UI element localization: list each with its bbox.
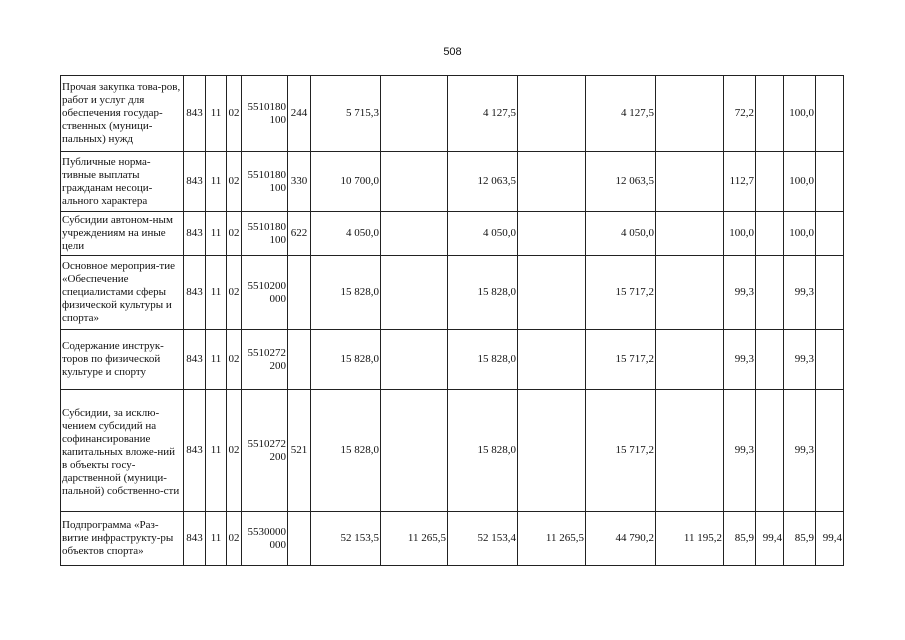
- cell-csr: 5510272 200: [242, 330, 288, 390]
- cell-csr: 5510200 000: [242, 256, 288, 330]
- row-name: Содержание инструк-торов по физической культуре и спорту: [61, 330, 184, 390]
- cell-v4: [518, 76, 586, 152]
- cell-pr: 02: [227, 76, 242, 152]
- cell-v7: 99,3: [724, 256, 756, 330]
- cell-v8: [756, 76, 784, 152]
- cell-rz: 11: [206, 512, 227, 566]
- cell-v8: 99,4: [756, 512, 784, 566]
- cell-csr: 5510180 100: [242, 152, 288, 212]
- cell-v7: 112,7: [724, 152, 756, 212]
- cell-vr: [288, 512, 311, 566]
- cell-v1: 5 715,3: [311, 76, 381, 152]
- cell-ved: 843: [184, 212, 206, 256]
- cell-v1: 52 153,5: [311, 512, 381, 566]
- cell-v6: [656, 390, 724, 512]
- cell-csr: 5510272 200: [242, 390, 288, 512]
- cell-csr: 5510180 100: [242, 76, 288, 152]
- cell-v6: [656, 256, 724, 330]
- cell-v10: [816, 256, 844, 330]
- cell-v2: [381, 390, 448, 512]
- cell-v7: 72,2: [724, 76, 756, 152]
- cell-v5: 15 717,2: [586, 330, 656, 390]
- cell-v1: 10 700,0: [311, 152, 381, 212]
- cell-v1: 15 828,0: [311, 330, 381, 390]
- cell-pr: 02: [227, 512, 242, 566]
- cell-v8: [756, 152, 784, 212]
- cell-v9: 99,3: [784, 256, 816, 330]
- cell-v9: 85,9: [784, 512, 816, 566]
- cell-v8: [756, 390, 784, 512]
- cell-v2: [381, 76, 448, 152]
- cell-v5: 4 127,5: [586, 76, 656, 152]
- cell-v9: 100,0: [784, 212, 816, 256]
- cell-pr: 02: [227, 256, 242, 330]
- cell-v7: 85,9: [724, 512, 756, 566]
- cell-v4: [518, 256, 586, 330]
- cell-rz: 11: [206, 76, 227, 152]
- cell-v4: [518, 212, 586, 256]
- cell-v2: [381, 212, 448, 256]
- cell-v5: 44 790,2: [586, 512, 656, 566]
- cell-csr: 5510180 100: [242, 212, 288, 256]
- row-name: Подпрограмма «Раз-витие инфраструкту-ры объектов спорта»: [61, 512, 184, 566]
- cell-v5: 12 063,5: [586, 152, 656, 212]
- cell-rz: 11: [206, 212, 227, 256]
- cell-v3: 4 127,5: [448, 76, 518, 152]
- cell-v5: 15 717,2: [586, 256, 656, 330]
- cell-vr: 521: [288, 390, 311, 512]
- cell-v10: [816, 76, 844, 152]
- cell-ved: 843: [184, 512, 206, 566]
- cell-vr: [288, 330, 311, 390]
- table-row: [61, 256, 844, 330]
- cell-vr: 330: [288, 152, 311, 212]
- table-body: [61, 76, 844, 566]
- cell-ved: 843: [184, 390, 206, 512]
- budget-execution-table: [60, 75, 844, 566]
- cell-rz: 11: [206, 256, 227, 330]
- cell-v1: 15 828,0: [311, 256, 381, 330]
- cell-v1: 15 828,0: [311, 390, 381, 512]
- cell-v4: [518, 152, 586, 212]
- cell-ved: 843: [184, 76, 206, 152]
- cell-v10: [816, 390, 844, 512]
- cell-v10: [816, 330, 844, 390]
- cell-v1: 4 050,0: [311, 212, 381, 256]
- table-row: [61, 152, 844, 212]
- cell-v4: [518, 390, 586, 512]
- cell-ved: 843: [184, 330, 206, 390]
- row-name: Субсидии автоном-ным учреждениям на иные цели: [61, 212, 184, 256]
- row-name: Прочая закупка това-ров, работ и услуг для обеспечения государ-ственных (муници-пальных) нужд: [61, 76, 184, 152]
- cell-rz: 11: [206, 330, 227, 390]
- cell-pr: 02: [227, 152, 242, 212]
- cell-v4: 11 265,5: [518, 512, 586, 566]
- row-name: Субсидии, за исклю-чением субсидий на софинансирование капитальных вложе-ний в объекты госу-дарственной (муници-пальной) собственно-сти: [61, 390, 184, 512]
- cell-v7: 99,3: [724, 330, 756, 390]
- cell-v9: 100,0: [784, 152, 816, 212]
- cell-v3: 15 828,0: [448, 390, 518, 512]
- cell-v3: 15 828,0: [448, 256, 518, 330]
- cell-v2: 11 265,5: [381, 512, 448, 566]
- cell-csr: 5530000 000: [242, 512, 288, 566]
- cell-v9: 99,3: [784, 390, 816, 512]
- cell-pr: 02: [227, 212, 242, 256]
- cell-v8: [756, 256, 784, 330]
- cell-v3: 52 153,4: [448, 512, 518, 566]
- cell-v3: 15 828,0: [448, 330, 518, 390]
- table-row: [61, 330, 844, 390]
- table-row: [61, 76, 844, 152]
- cell-v8: [756, 212, 784, 256]
- cell-vr: [288, 256, 311, 330]
- cell-v5: 15 717,2: [586, 390, 656, 512]
- cell-v2: [381, 256, 448, 330]
- cell-rz: 11: [206, 152, 227, 212]
- cell-ved: 843: [184, 256, 206, 330]
- cell-v9: 100,0: [784, 76, 816, 152]
- table-row: [61, 390, 844, 512]
- cell-v10: [816, 212, 844, 256]
- cell-v10: 99,4: [816, 512, 844, 566]
- table-row: [61, 512, 844, 566]
- cell-v6: 11 195,2: [656, 512, 724, 566]
- row-name: Основное мероприя-тие «Обеспечение специалистами сферы физической культуры и спорта»: [61, 256, 184, 330]
- cell-v6: [656, 212, 724, 256]
- row-name: Публичные норма-тивные выплаты гражданам несоци-ального характера: [61, 152, 184, 212]
- cell-v2: [381, 152, 448, 212]
- cell-vr: 244: [288, 76, 311, 152]
- cell-v2: [381, 330, 448, 390]
- cell-v4: [518, 330, 586, 390]
- cell-v10: [816, 152, 844, 212]
- cell-v7: 99,3: [724, 390, 756, 512]
- cell-v6: [656, 76, 724, 152]
- cell-v3: 12 063,5: [448, 152, 518, 212]
- page-number: 508: [443, 46, 462, 58]
- cell-v6: [656, 152, 724, 212]
- cell-v3: 4 050,0: [448, 212, 518, 256]
- table-row: [61, 212, 844, 256]
- cell-v5: 4 050,0: [586, 212, 656, 256]
- cell-vr: 622: [288, 212, 311, 256]
- cell-v8: [756, 330, 784, 390]
- cell-rz: 11: [206, 390, 227, 512]
- cell-pr: 02: [227, 330, 242, 390]
- cell-v9: 99,3: [784, 330, 816, 390]
- cell-pr: 02: [227, 390, 242, 512]
- cell-v7: 100,0: [724, 212, 756, 256]
- cell-v6: [656, 330, 724, 390]
- cell-ved: 843: [184, 152, 206, 212]
